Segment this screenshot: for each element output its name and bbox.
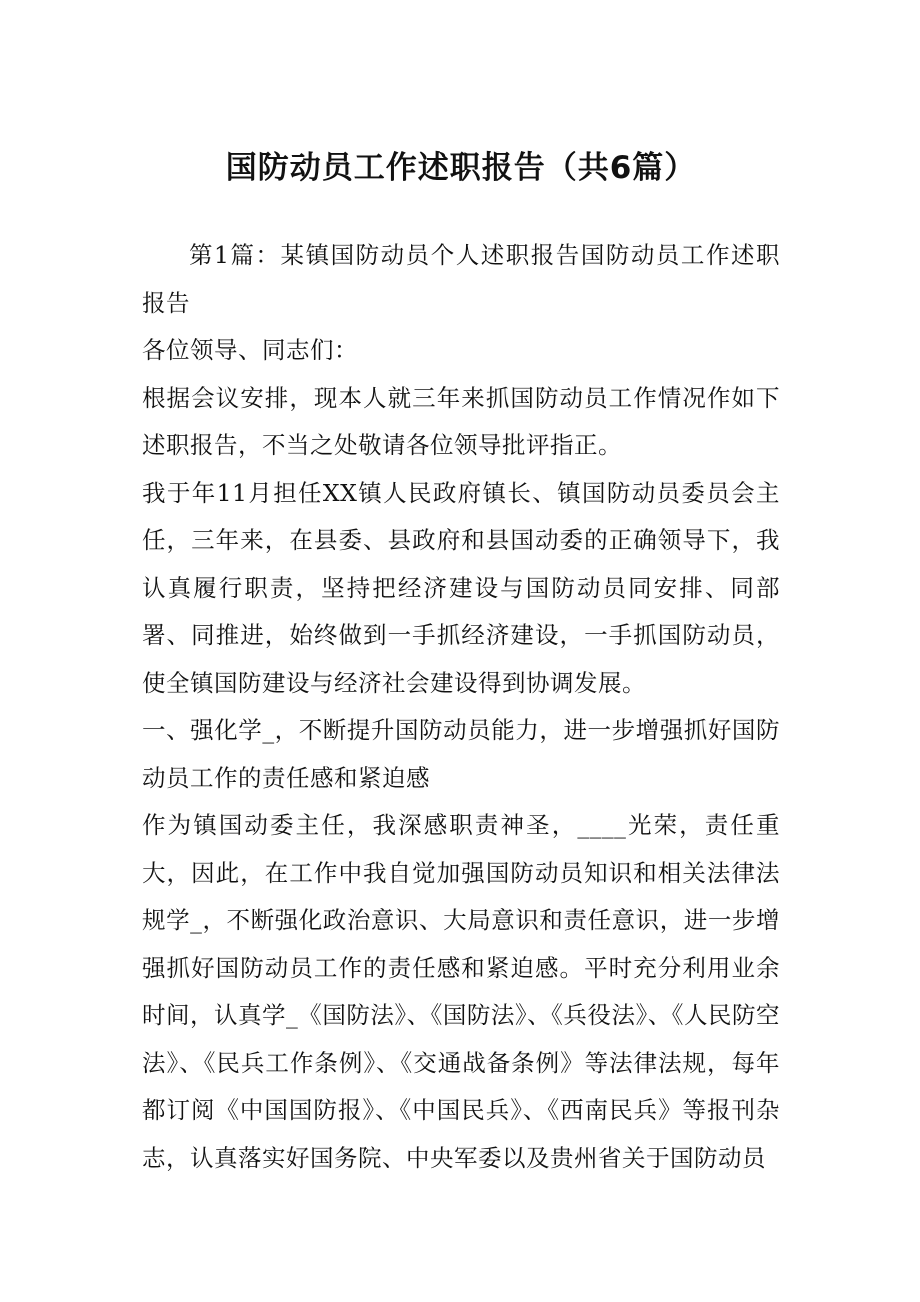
paragraph-heading-first-article: 第1篇：某镇国防动员个人述职报告国防动员工作述职报告 [142, 241, 780, 317]
document-title: 国防动员工作述职报告（共6篇） [225, 150, 697, 186]
document-body [142, 232, 780, 1182]
paragraph-section-one-heading: 一、强化学_，不断提升国防动员能力，进一步增强抓好国防动员工作的责任感和紧迫感 [142, 716, 780, 792]
paragraph-background: 我于年11月担任XX镇人民政府镇长、镇国防动员委员会主任，三年来，在县委、县政府和县国动委的正确领导下，我认真履行职责，坚持把经济建设与国防动员同安排、同部署、同推进，始终做到一手抓经济建设，一手抓国防动员，使全镇国防建设与经济社会建设得到协调发展。 [142, 478, 780, 697]
paragraph-section-one-body: 作为镇国动委主任，我深感职责神圣，____光荣，责任重大，因此，在工作中我自觉加强国防动员知识和相关法律法规学_，不断强化政治意识、大局意识和责任意识，进一步增强抓好国防动员工作的责任感和紧迫感。平时充分利用业余时间，认真学_《国防法》、《国防法》、《兵役法》、《人民防空法》、《民兵工作条例》、《交通战备条例》等法律法规，每年都订阅《中国国防报》、《中国民兵》、《西南民兵》等报刊杂志，认真落实好国务院、中央军委以及贵州省关于国防动员 [142, 811, 780, 1172]
paragraph-introduction: 根据会议安排，现本人就三年来抓国防动员工作情况作如下述职报告，不当之处敬请各位领导批评指正。 [142, 383, 780, 459]
paragraph-salutation: 各位领导、同志们： [142, 336, 358, 364]
